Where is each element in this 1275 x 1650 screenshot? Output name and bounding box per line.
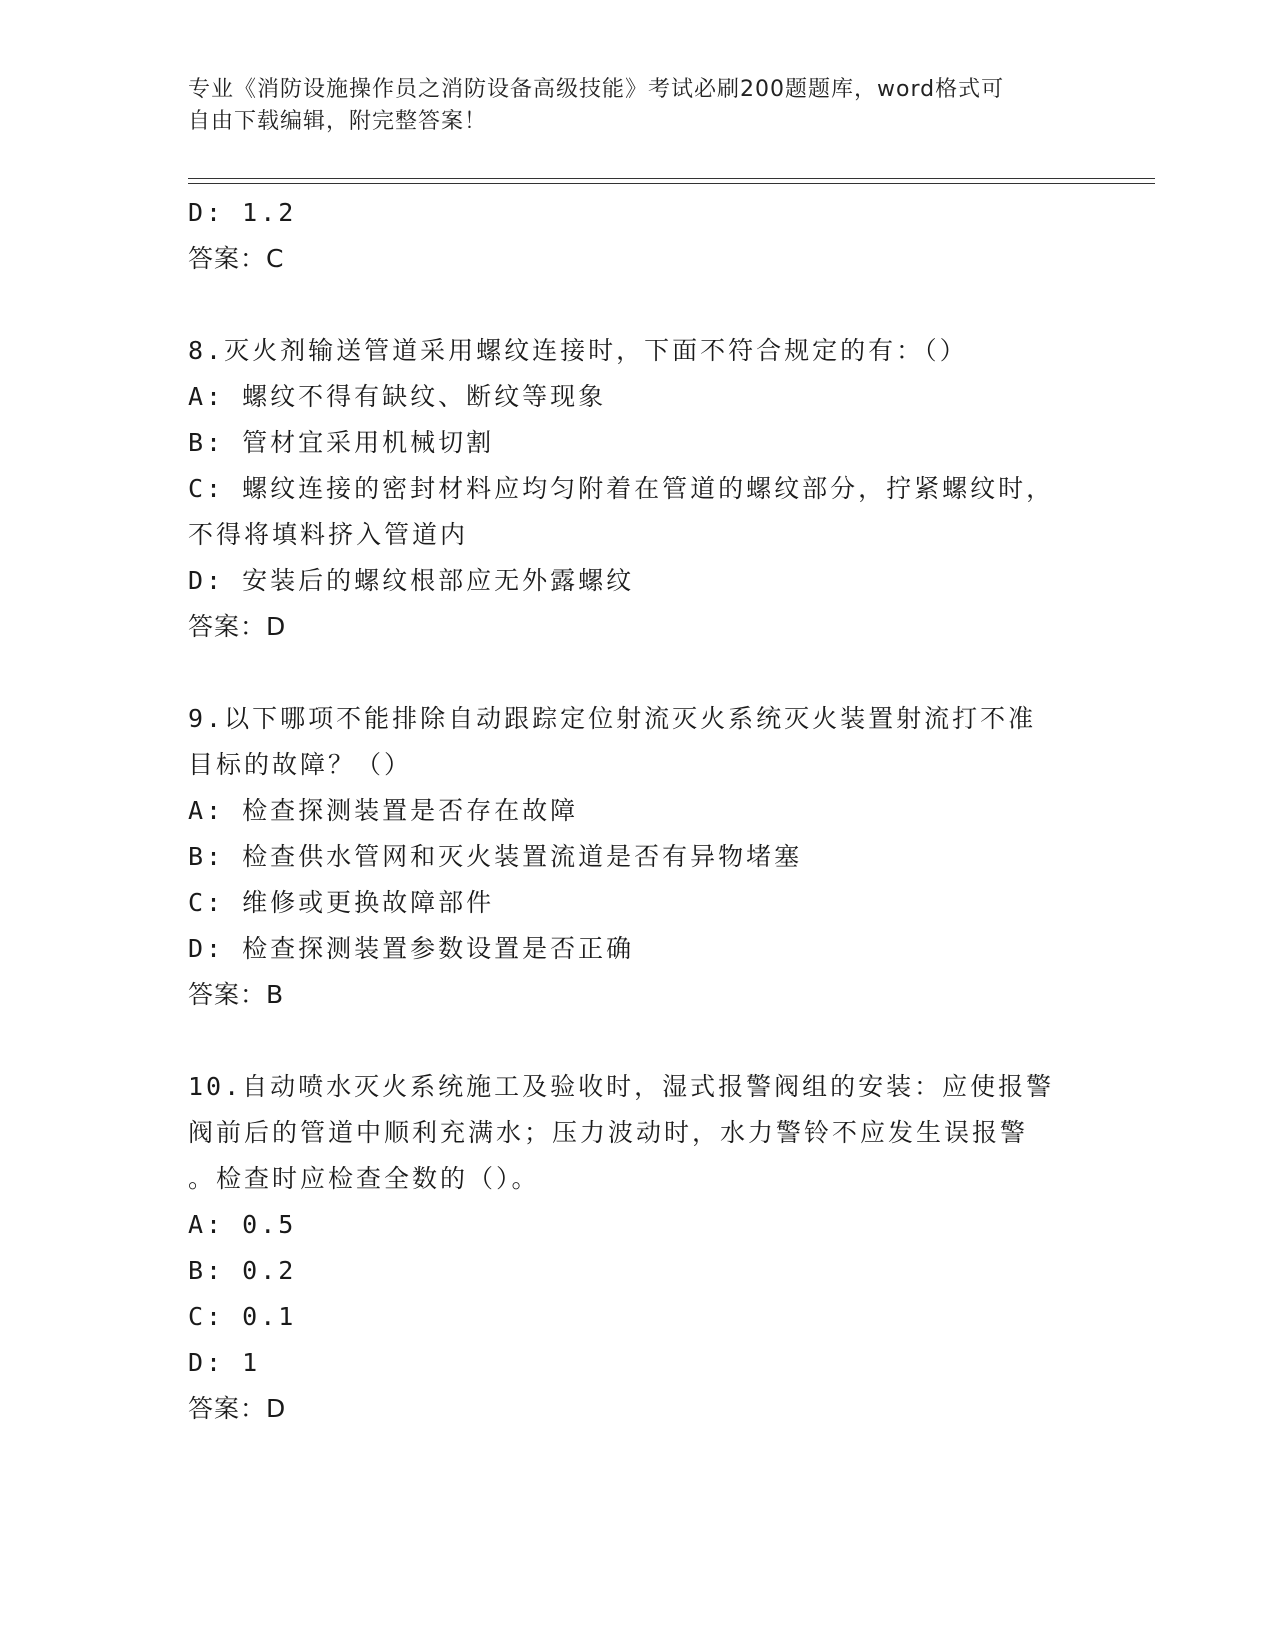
question-option-line: D: 检查探测装置参数设置是否正确 [188,934,635,963]
question-option-line: C: 维修或更换故障部件 [188,888,495,917]
question-option-line: B: 检查供水管网和灭火装置流道是否有异物堵塞 [188,842,803,871]
prev-option-d: D: 1.2 [188,198,297,227]
page-header [188,74,1068,138]
header-line-1: 专业《消防设施操作员之消防设备高级技能》考试必刷200题题库，word格式可 [188,77,1005,102]
question-gap [188,650,1088,696]
question-option-line: 不得将填料挤入管道内 [188,520,469,549]
question-gap [188,1018,1088,1064]
question-block [188,1064,1088,1432]
question-stem-line: 10.自动喷水灭火系统施工及验收时，湿式报警阀组的安装：应使报警 [188,1072,1055,1101]
question-option-line: A: 检查探测装置是否存在故障 [188,796,579,825]
prev-answer: 答案：C [188,244,285,273]
header-rule-top [188,178,1155,179]
question-content [188,190,1088,1432]
question-list [188,282,1088,1432]
question-stem-line: 阀前后的管道中顺利充满水；压力波动时，水力警铃不应发生误报警 [188,1118,1029,1147]
question-option-line: B: 0.2 [188,1256,297,1285]
question-option-line: A: 0.5 [188,1210,297,1239]
question-option-line: C: 螺纹连接的密封材料应均匀附着在管道的螺纹部分，拧紧螺纹时， [188,474,1055,503]
question-option-line: A: 螺纹不得有缺纹、断纹等现象 [188,382,607,411]
question-option-line: D: 安装后的螺纹根部应无外露螺纹 [188,566,635,595]
question-stem-line: 8.灭火剂输送管道采用螺纹连接时，下面不符合规定的有：（） [188,336,968,365]
question-stem-line: 目标的故障？（） [188,750,413,779]
question-stem-line: 9.以下哪项不能排除自动跟踪定位射流灭火系统灭火装置射流打不准 [188,704,1037,733]
header-line-2: 自由下载编辑，附完整答案！ [188,109,488,134]
question-option-line: C: 0.1 [188,1302,297,1331]
question-stem-line: 。检查时应检查全数的（）。 [188,1164,540,1193]
question-option-line: B: 管材宜采用机械切割 [188,428,495,457]
question-gap [188,282,1088,328]
question-option-line: D: 1 [188,1348,261,1377]
question-answer: 答案：D [188,1394,287,1423]
question-block [188,696,1088,1018]
question-answer: 答案：B [188,980,285,1009]
header-rule-bottom [188,183,1155,184]
question-answer: 答案：D [188,612,287,641]
question-block [188,328,1088,650]
